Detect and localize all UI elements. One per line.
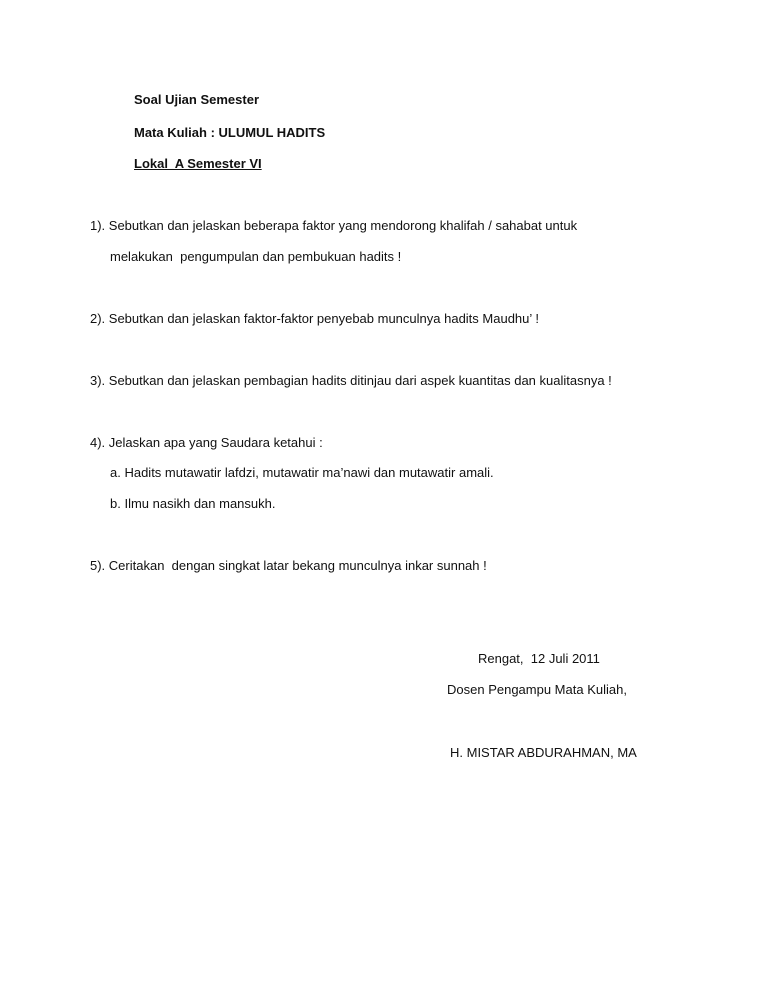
exam-title: Soal Ujian Semester — [134, 92, 259, 107]
question-4-subitem-a: a. Hadits mutawatir lafdzi, mutawatir ma’nawi dan mutawatir amali. — [110, 465, 494, 480]
question-4-subitem-b: b. Ilmu nasikh dan mansukh. — [110, 496, 276, 511]
question-4: 4). Jelaskan apa yang Saudara ketahui : — [90, 435, 323, 450]
course-name: Mata Kuliah : ULUMUL HADITS — [134, 125, 326, 140]
question-2: 2). Sebutkan dan jelaskan faktor-faktor penyebab munculnya hadits Maudhu’ ! — [90, 311, 540, 326]
question-5: 5). Ceritakan dengan singkat latar bekang munculnya inkar sunnah ! — [90, 558, 487, 573]
class-info: Lokal A Semester VI — [134, 156, 262, 171]
question-3: 3). Sebutkan dan jelaskan pembagian hadits ditinjau dari aspek kuantitas dan kualitasnya ! — [90, 373, 612, 388]
signature-name: H. MISTAR ABDURAHMAN, MA — [450, 745, 637, 760]
signature-place-date: Rengat, 12 Juli 2011 — [478, 651, 600, 666]
question-1-line-2: melakukan pengumpulan dan pembukuan hadits ! — [110, 249, 402, 264]
signature-role: Dosen Pengampu Mata Kuliah, — [447, 682, 627, 697]
question-1-line-1: 1). Sebutkan dan jelaskan beberapa faktor yang mendorong khalifah / sahabat untuk — [90, 218, 578, 233]
